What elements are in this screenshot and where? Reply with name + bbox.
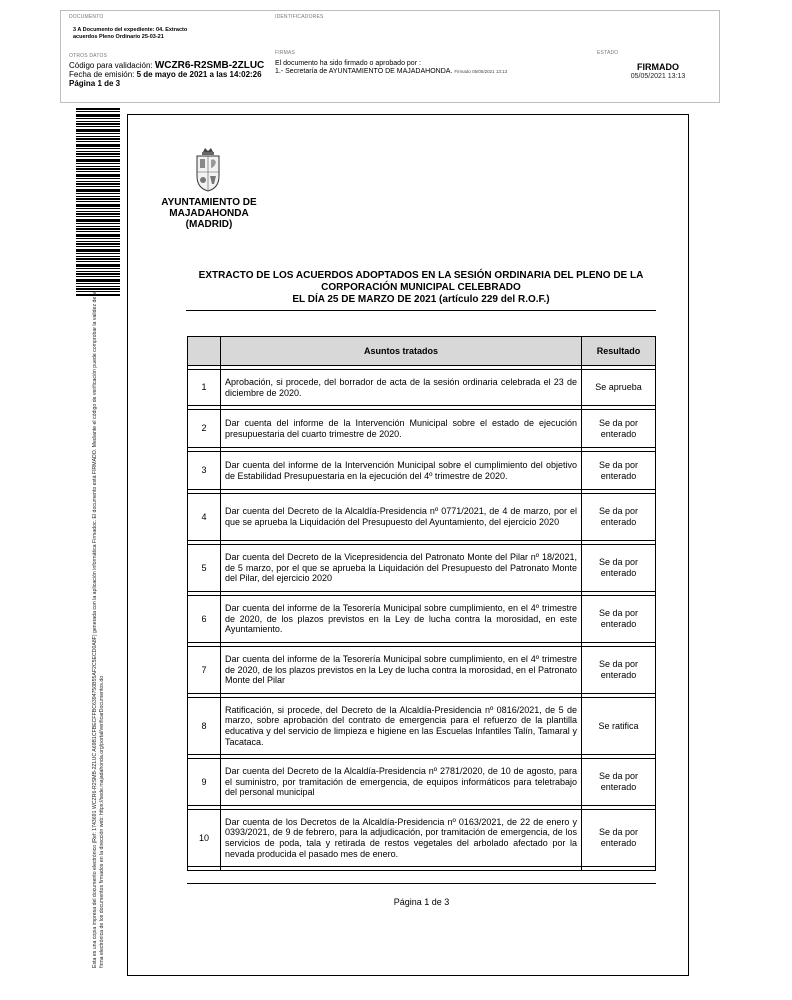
row-number: 10 [188,810,221,867]
row-number: 2 [188,410,221,448]
row-number: 7 [188,647,221,694]
spacer-cell [188,867,221,871]
table-row [188,647,656,694]
estado-date: 05/05/2021 13:13 [630,73,686,80]
row-resultado: Se da por enterado [582,410,656,448]
table-row [188,596,656,643]
row-asunto: Dar cuenta del Decreto de la Alcaldía-Presidencia nº 2781/2020, de 10 de agosto, para el suministro, por tramitación de emergencia, de equipos informáticos para teletrabajo del personal municipal [221,759,582,806]
firmas-label: FIRMAS [275,50,296,56]
row-asunto: Dar cuenta de los Decretos de la Alcaldía-Presidencia nº 0163/2021, de 22 de enero y 0393/2021, de 9 de febrero, para la adjudicación, por tramitación de emergencia, de los servicios de poda, tala y retirada de restos vegetales del arbolado afectado por la nevada producida el pasado mes de enero. [221,810,582,867]
spacer-cell [582,867,656,871]
firmas-item: 1.- Secretaría de AYUNTAMIENTO DE MAJADAHONDA. [275,68,453,75]
row-number: 3 [188,452,221,490]
documento-cell [61,11,271,46]
row-number: 6 [188,596,221,643]
table-row [188,410,656,448]
row-number: 5 [188,545,221,592]
row-resultado: Se aprueba [582,370,656,406]
barcode-icon [76,108,120,296]
row-resultado: Se da por enterado [582,452,656,490]
municipality-name [150,197,268,230]
codigo-value[interactable]: WCZR6-R2SMB-2ZLUC [154,60,265,71]
documento-text: 3 A Documento del expediente: 04. Extracto acuerdos Pleno Ordinario 25-03-21 [73,27,188,40]
table-row [188,494,656,541]
otros-datos-label: OTROS DATOS [69,53,108,59]
row-asunto: Dar cuenta del Decreto de la Vicepresidencia del Patronato Monte del Pilar nº 18/2021, de 5 marzo, por el que se aprueba la Liquidación del Presupuesto del Patronato Monte del Pilar, del ejercicio 2020 [221,545,582,592]
coat-of-arms-icon [194,146,222,192]
title-divider [186,310,656,311]
verification-side-note: Esta es una copia impresa del documento electrónico (Ref: 1743691 WCZR6-R2SMB-2ZLUC A69B1CFBECFFBC6394750B55AF2C5ECD0A8F) generada con la aplicación informática Firmadoc. El documento está FIRMADO. Mediante el código de verificación puede comprobar la validez de la firma electrónica de los documentos firmados en la dirección web: https://sede.majadahonda.org/portal/verificarDocumentos.do [92,291,105,968]
codigo-label: Código para validación: [69,61,153,70]
estado-cell [593,46,719,102]
fecha-label: Fecha de emisión: [69,70,135,79]
table-row [188,698,656,755]
pagina-text: Página 1 de 3 [69,79,121,88]
title-line3: EL DÍA 25 DE MARZO DE 2021 (artículo 229 del R.O.F.) [292,294,550,305]
row-number: 9 [188,759,221,806]
row-resultado: Se da por enterado [582,647,656,694]
header-resultado: Resultado [582,337,656,366]
row-resultado: Se da por enterado [582,494,656,541]
table-row [188,452,656,490]
estado-value: FIRMADO [637,62,679,72]
row-asunto: Ratificación, si procede, del Decreto de la Alcaldía-Presidencia nº 0816/2021, de 5 de marzo, sobre aprobación del contrato de emergencia para el refuerzo de la plantilla educativa y del servicio de limpieza e higiene en las Escuelas Infantiles Talín, Tamaral y Tacataca. [221,698,582,755]
row-resultado: Se da por enterado [582,759,656,806]
estado-label: ESTADO [597,50,619,56]
footer-page-number: Página 1 de 3 [393,897,450,907]
table-row [188,545,656,592]
row-resultado: Se da por enterado [582,810,656,867]
row-resultado: Se da por enterado [582,596,656,643]
fecha-value: 5 de mayo de 2021 a las 14:02:26 [136,70,262,79]
spacer-cell [221,867,582,871]
firmas-item-date: Firmado 05/05/2021 13:13 [454,69,508,74]
municipality-line2: MAJADAHONDA [169,208,249,219]
identificadores-cell [271,11,719,46]
municipality-line3: (MADRID) [185,219,233,230]
row-asunto: Dar cuenta del Decreto de la Alcaldía-Presidencia nº 0771/2021, de 4 de marzo, por el que se aprueba la Liquidación del Presupuesto del Ayuntamiento, del ejercicio 2020 [221,494,582,541]
identificadores-label: IDENTIFICADORES [275,14,324,20]
row-asunto: Dar cuenta del informe de la Intervención Municipal sobre el estado de ejecución presupuestaria del cuarto trimestre de 2020. [221,410,582,448]
agreements-table [187,336,656,871]
firmas-intro: El documento ha sido firmado o aprobado por : [275,60,421,67]
otros-datos-cell [61,46,271,102]
row-number: 4 [188,494,221,541]
document-title [186,270,656,306]
row-asunto: Dar cuenta del informe de la Tesorería Municipal sobre cumplimiento, en el 4º trimestre de 2020, de los plazos previstos en la Ley de lucha contra la morosidad, en este Ayuntamiento. [221,596,582,643]
title-line1: EXTRACTO DE LOS ACUERDOS ADOPTADOS EN LA SESIÓN ORDINARIA DEL PLENO DE LA [198,270,644,281]
table-row [188,759,656,806]
table-row [188,370,656,406]
table-row [188,810,656,867]
signature-header [60,10,720,103]
table-body [188,366,656,871]
documento-label: DOCUMENTO [69,14,104,20]
firmas-cell [271,46,593,102]
table-spacer-row [188,867,656,871]
row-resultado: Se da por enterado [582,545,656,592]
row-asunto: Dar cuenta del informe de la Tesorería Municipal sobre cumplimiento, en el 4º trimestre de 2020, de los plazos previstos en la Ley de lucha contra la morosidad, en el Patronato Monte del Pilar [221,647,582,694]
municipality-line1: AYUNTAMIENTO DE [161,197,257,208]
row-resultado: Se ratifica [582,698,656,755]
row-asunto: Dar cuenta del informe de la Intervención Municipal sobre el cumplimiento del objetivo de Estabilidad Presupuestaria en la ejecución del 4º trimestre de 2020. [221,452,582,490]
row-number: 1 [188,370,221,406]
header-asuntos: Asuntos tratados [221,337,582,366]
title-line2: CORPORACIÓN MUNICIPAL CELEBRADO [321,282,521,293]
table-header-row [188,337,656,366]
footer-divider [187,883,656,884]
row-number: 8 [188,698,221,755]
row-asunto: Aprobación, si procede, del borrador de acta de la sesión ordinaria celebrada el 23 de diciembre de 2020. [221,370,582,406]
header-num-cell [188,337,221,366]
